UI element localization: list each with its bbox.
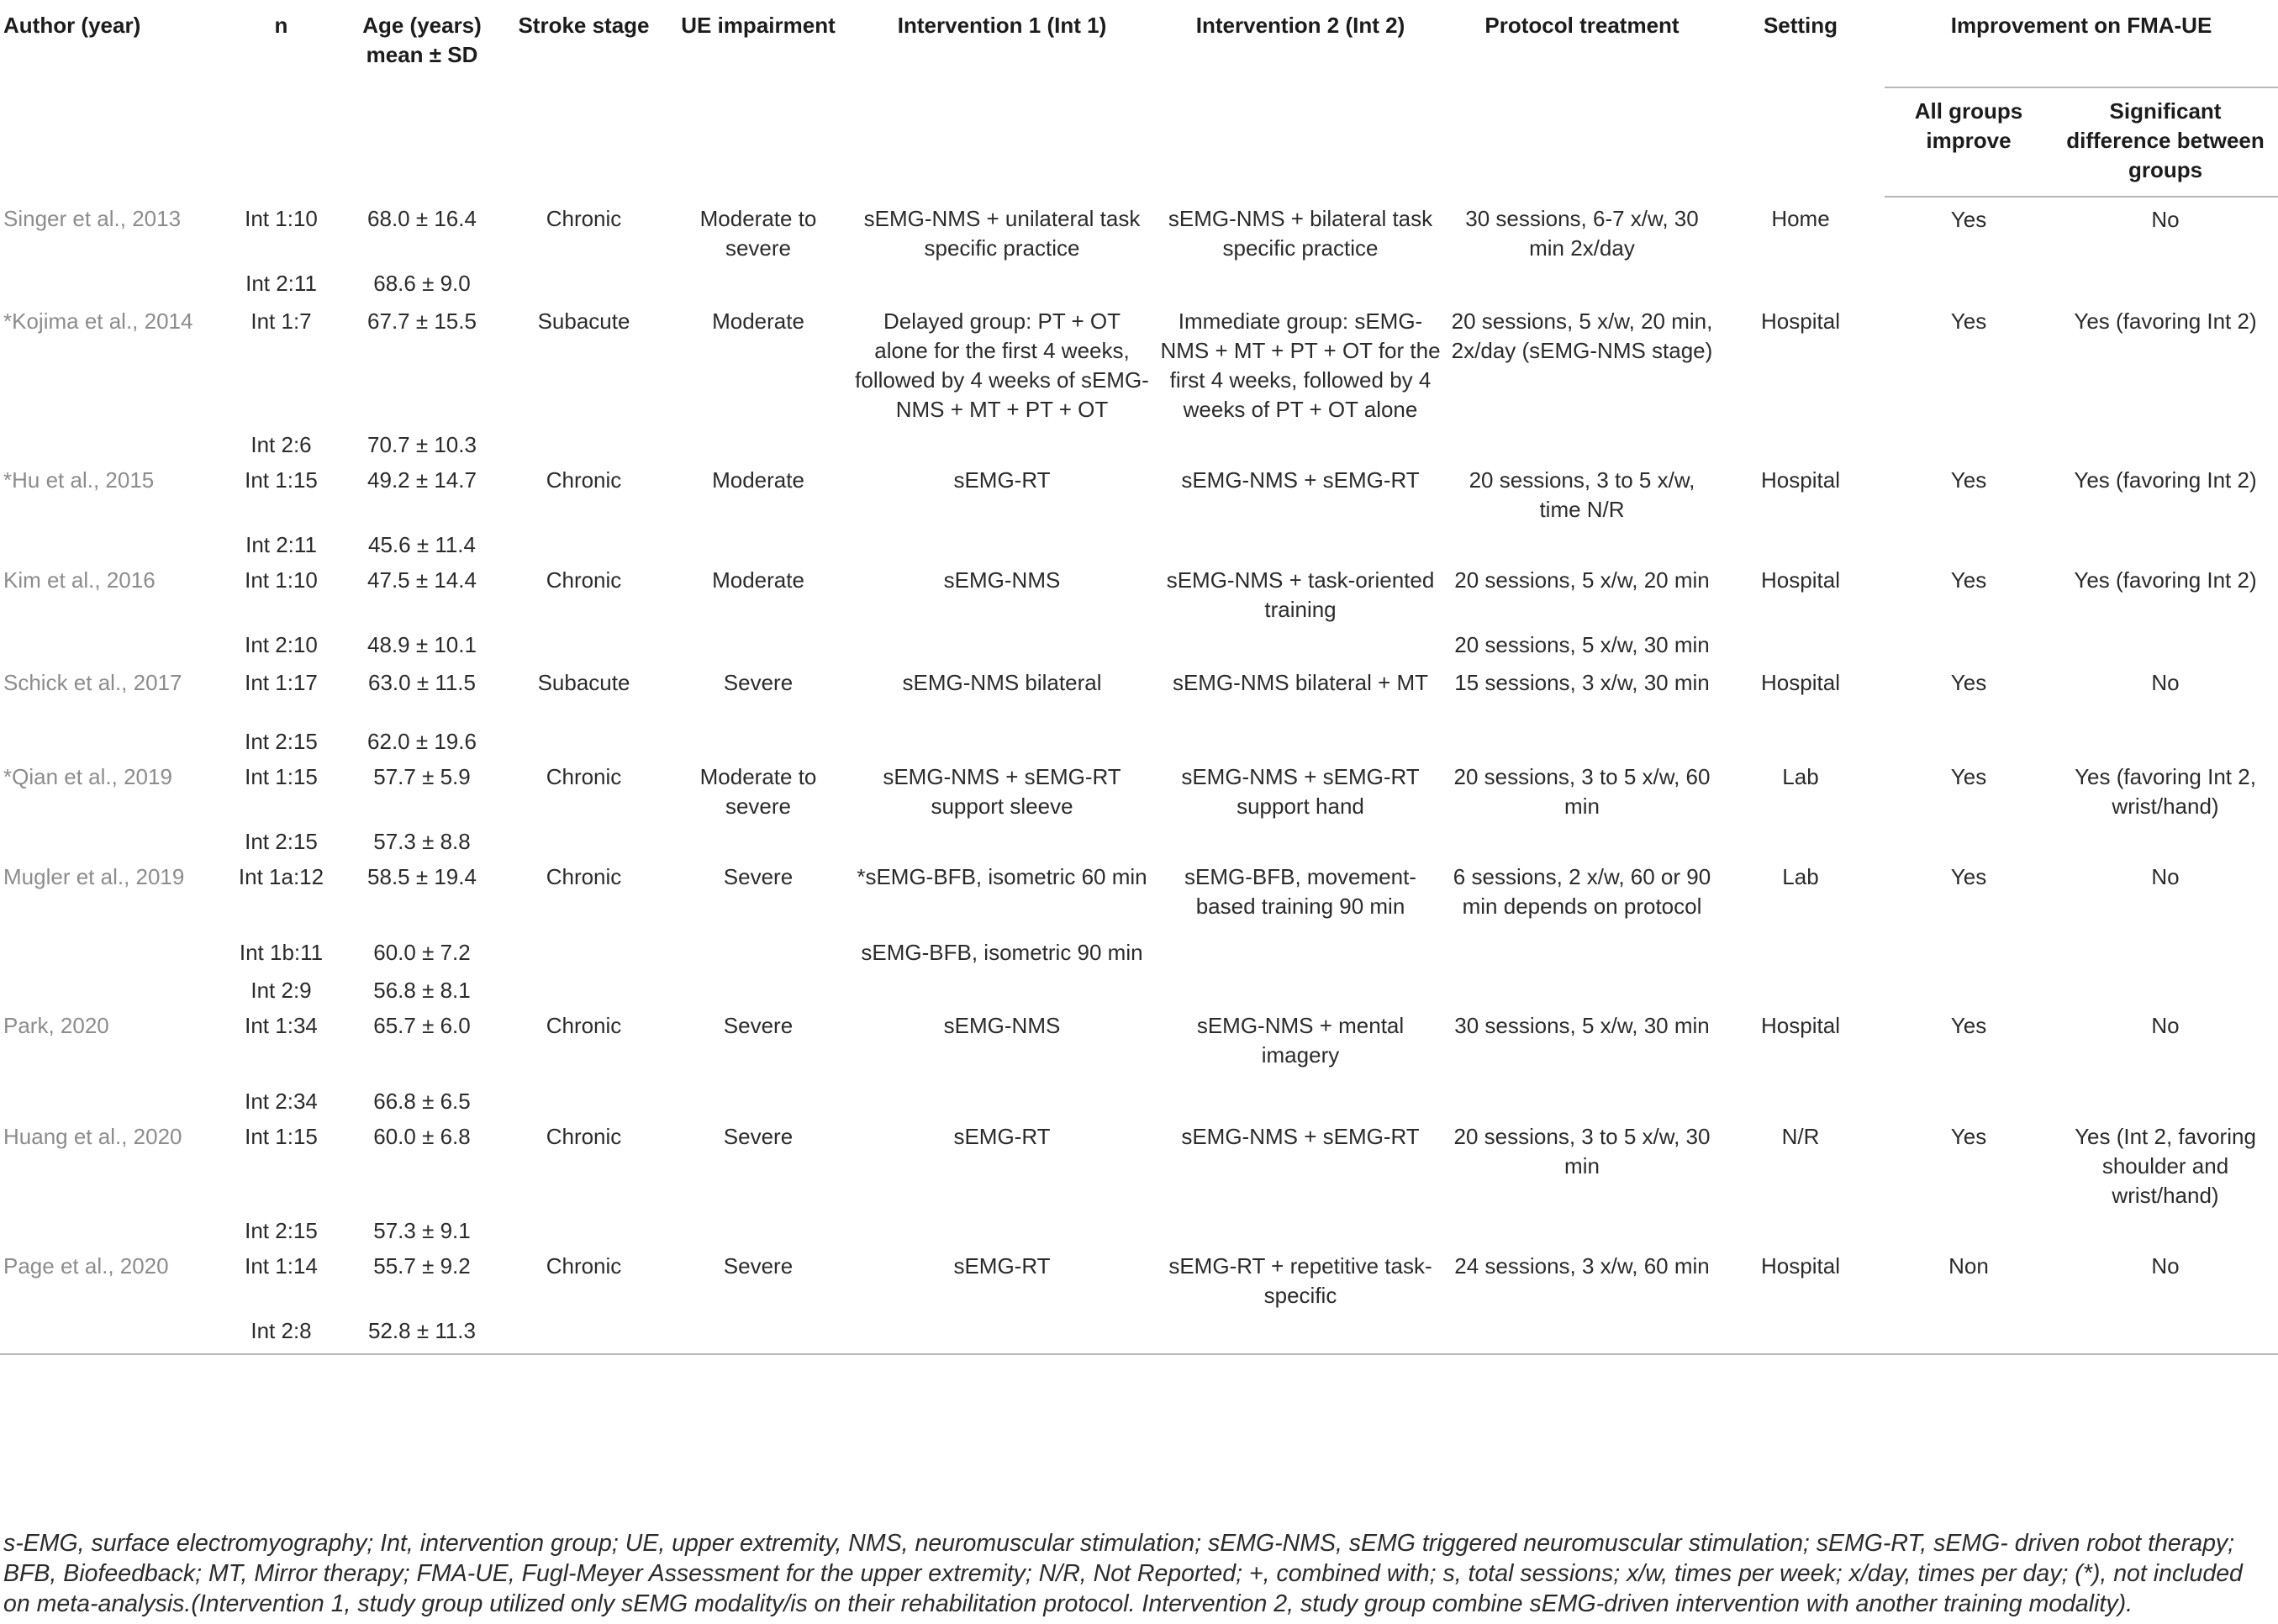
cell-intervention-1: sEMG-BFB, isometric 90 min (861, 940, 1143, 965)
cell-n: Int 1:17 (245, 670, 318, 695)
cell-setting: Hospital (1761, 467, 1840, 493)
cell-author (0, 1210, 220, 1246)
cell-n: Int 1:10 (245, 206, 318, 231)
header-protocol: Protocol treatment (1484, 13, 1679, 38)
cell-stroke-stage (502, 625, 666, 662)
cell-significant (2053, 1081, 2278, 1116)
table-header-row (0, 3, 2278, 87)
cell-intervention-2 (1153, 1310, 1447, 1354)
cell-n: Int 1:15 (245, 764, 318, 789)
cell-age: 58.5 ± 19.4 (367, 864, 477, 889)
cell-all-groups (1885, 1081, 2053, 1116)
cell-intervention-2 (1153, 821, 1447, 857)
cell-age: 60.0 ± 7.2 (373, 940, 471, 965)
cell-age: 67.7 ± 15.5 (367, 308, 477, 334)
cell-intervention-1 (851, 821, 1153, 857)
cell-intervention-1: sEMG-RT (953, 467, 1051, 493)
cell-setting (1716, 424, 1885, 460)
cell-age: 56.8 ± 8.1 (373, 978, 471, 1003)
table-body (0, 197, 2278, 1354)
cell-protocol (1447, 424, 1716, 460)
table-row (0, 757, 2278, 821)
cell-setting: Hospital (1761, 670, 1840, 695)
cell-ue-impairment (666, 970, 851, 1005)
cell-intervention-2 (1153, 1210, 1447, 1246)
cell-setting: Lab (1782, 864, 1819, 889)
cell-stroke-stage (502, 970, 666, 1005)
cell-intervention-1: sEMG-RT (953, 1124, 1051, 1149)
cell-stroke-stage: Chronic (546, 467, 622, 493)
cell-author (0, 625, 220, 662)
cell-author: Page et al., 2020 (3, 1253, 169, 1279)
table-footnote: s-EMG, surface electromyography; Int, intervention group; UE, upper extremity, NMS, neuromuscular stimulation; sEMG-NMS, sEMG triggered neuromuscular stimulation; sEMG-RT, sEMG- driven robot therapy; BFB, Biofeedback; MT, Mirror therapy; FMA-UE, Fugl-Meyer Assessment for the upper extremity; N/R, Not Reported; +, combined with; s, total sessions; x/w, times per week; x/day, times per day; (*), not included on meta-analysis.(Intervention 1, study group utilized only sEMG modality/is on their rehabilitation protocol. Intervention 2, study group combine sEMG-driven intervention with another training modality). (3, 1530, 2243, 1617)
cell-protocol: 20 sessions, 5 x/w, 20 min, 2x/day (sEMG-NMS stage) (1451, 308, 1713, 363)
cell-author: *Qian et al., 2019 (3, 764, 172, 789)
cell-stroke-stage: Chronic (546, 567, 622, 593)
cell-intervention-1 (851, 1081, 1153, 1116)
cell-protocol (1447, 821, 1716, 857)
cell-all-groups: Yes (1950, 864, 1987, 889)
cell-author: Kim et al., 2016 (3, 567, 156, 593)
table-row (0, 1310, 2278, 1354)
cell-setting (1716, 932, 1885, 970)
cell-stroke-stage: Chronic (546, 1253, 622, 1279)
cell-intervention-1 (851, 263, 1153, 301)
cell-setting (1716, 525, 1885, 560)
cell-n: Int 1:10 (245, 567, 318, 593)
cell-stroke-stage: Subacute (537, 670, 630, 695)
cell-intervention-1: Delayed group: PT + OT alone for the first 4 weeks, followed by 4 weeks of sEMG-NMS + MT + PT + OT (855, 308, 1149, 422)
cell-all-groups (1885, 263, 2053, 301)
cell-all-groups (1885, 932, 2053, 970)
cell-author: Mugler et al., 2019 (3, 864, 185, 889)
cell-n: Int 1:15 (245, 467, 318, 493)
header-intervention-2: Intervention 2 (Int 2) (1195, 13, 1405, 38)
cell-intervention-2: sEMG-NMS + task-oriented training (1166, 567, 1435, 622)
cell-n: Int 2:34 (245, 1089, 318, 1114)
cell-intervention-1: sEMG-NMS (943, 1013, 1061, 1038)
cell-age: 45.6 ± 11.4 (368, 532, 476, 557)
cell-protocol (1447, 1310, 1716, 1354)
cell-ue-impairment (666, 1310, 851, 1354)
table-row (0, 460, 2278, 525)
cell-intervention-1 (851, 525, 1153, 560)
cell-ue-impairment: Moderate (712, 567, 804, 593)
cell-all-groups (1885, 1210, 2053, 1246)
cell-age: 66.8 ± 6.5 (373, 1089, 471, 1114)
cell-all-groups (1885, 424, 2053, 460)
cell-stroke-stage: Subacute (537, 308, 630, 334)
cell-stroke-stage: Chronic (546, 764, 622, 789)
cell-protocol (1447, 721, 1716, 757)
header-setting: Setting (1763, 13, 1838, 38)
cell-n: Int 2:8 (220, 1310, 342, 1354)
cell-age: 48.9 ± 10.1 (367, 632, 477, 657)
cell-n: Int 2:15 (245, 1218, 318, 1243)
cell-intervention-1: sEMG-RT (953, 1253, 1051, 1279)
header-n: n (274, 13, 288, 38)
cell-age: 52.8 ± 11.3 (342, 1310, 502, 1354)
cell-setting: Hospital (1761, 1253, 1840, 1279)
cell-intervention-2: sEMG-NMS bilateral + MT (1172, 670, 1429, 695)
cell-age: 57.3 ± 8.8 (373, 829, 471, 854)
cell-intervention-2 (1153, 525, 1447, 560)
cell-n: Int 1b:11 (239, 940, 324, 965)
table-row (0, 970, 2278, 1005)
cell-intervention-1: sEMG-NMS (943, 567, 1061, 593)
table-row (0, 197, 2278, 263)
cell-significant: Yes (Int 2, favoring shoulder and wrist/hand) (2075, 1124, 2256, 1208)
cell-intervention-1: sEMG-NMS + unilateral task specific practice (863, 206, 1141, 261)
cell-all-groups (1885, 721, 2053, 757)
cell-protocol: 20 sessions, 5 x/w, 30 min (1454, 632, 1710, 657)
cell-protocol: 20 sessions, 5 x/w, 20 min (1454, 567, 1710, 593)
cell-intervention-2 (1153, 970, 1447, 1005)
cell-all-groups: Yes (1950, 567, 1987, 593)
header-stroke-stage: Stroke stage (518, 13, 650, 38)
cell-significant (2053, 625, 2278, 662)
cell-all-groups: Non (1948, 1253, 1989, 1279)
cell-significant (2053, 932, 2278, 970)
cell-age: 65.7 ± 6.0 (373, 1013, 471, 1038)
cell-protocol: 24 sessions, 3 x/w, 60 min (1454, 1253, 1710, 1279)
header-significant: Significant difference between groups (2053, 87, 2278, 197)
cell-intervention-1: sEMG-NMS + sEMG-RT support sleeve (883, 764, 1121, 819)
table-row (0, 1005, 2278, 1081)
cell-stroke-stage (502, 1310, 666, 1354)
cell-ue-impairment (666, 821, 851, 857)
table-row (0, 301, 2278, 424)
cell-protocol: 30 sessions, 6-7 x/w, 30 min 2x/day (1465, 206, 1699, 261)
cell-setting (1716, 721, 1885, 757)
table-row (0, 662, 2278, 721)
cell-protocol (1447, 1081, 1716, 1116)
cell-protocol (1447, 263, 1716, 301)
cell-intervention-2: Immediate group: sEMG-NMS + MT + PT + OT for the first 4 weeks, followed by 4 weeks of PT + OT alone (1160, 308, 1441, 422)
cell-ue-impairment: Severe (723, 670, 794, 695)
cell-significant (2053, 970, 2278, 1005)
cell-setting (1716, 625, 1885, 662)
cell-author: Park, 2020 (3, 1013, 109, 1038)
cell-n: Int 1:34 (245, 1013, 318, 1038)
cell-stroke-stage (502, 424, 666, 460)
cell-protocol: 20 sessions, 3 to 5 x/w, 30 min (1453, 1124, 1711, 1178)
cell-intervention-2 (1153, 625, 1447, 662)
cell-intervention-1: sEMG-NMS bilateral (902, 670, 1102, 695)
cell-all-groups (1885, 821, 2053, 857)
header-age: Age (years) mean ± SD (362, 13, 482, 67)
cell-intervention-1 (851, 721, 1153, 757)
cell-age: 47.5 ± 14.4 (367, 567, 477, 593)
cell-significant: Yes (favoring Int 2) (2074, 467, 2257, 493)
cell-stroke-stage (502, 932, 666, 970)
cell-intervention-2: sEMG-RT + repetitive task-specific (1168, 1253, 1432, 1308)
cell-ue-impairment (666, 625, 851, 662)
cell-intervention-1 (851, 970, 1153, 1005)
cell-intervention-1 (851, 1210, 1153, 1246)
cell-all-groups: Yes (1950, 670, 1987, 695)
header-intervention-1: Intervention 1 (Int 1) (897, 13, 1107, 38)
cell-significant: No (2151, 864, 2180, 889)
cell-n: Int 1:15 (245, 1124, 318, 1149)
cell-ue-impairment: Severe (723, 1124, 794, 1149)
cell-setting: Hospital (1761, 1013, 1840, 1038)
cell-setting: Hospital (1761, 308, 1840, 334)
cell-stroke-stage: Chronic (546, 1013, 622, 1038)
studies-table (0, 3, 2278, 1355)
cell-setting: Home (1771, 206, 1830, 231)
cell-significant (2053, 424, 2278, 460)
cell-significant (2053, 1210, 2278, 1246)
cell-intervention-2 (1153, 721, 1447, 757)
cell-significant (2053, 1310, 2278, 1354)
cell-intervention-2: sEMG-NMS + bilateral task specific practice (1168, 206, 1433, 261)
cell-ue-impairment: Severe (723, 1253, 794, 1279)
cell-ue-impairment: Severe (723, 1013, 794, 1038)
table-row (0, 1246, 2278, 1310)
cell-significant: Yes (favoring Int 2) (2074, 567, 2257, 593)
cell-n: Int 2:10 (245, 632, 318, 657)
cell-protocol (1447, 525, 1716, 560)
cell-all-groups: Yes (1950, 207, 1987, 232)
table-row (0, 1081, 2278, 1116)
cell-all-groups (1885, 625, 2053, 662)
cell-stroke-stage (502, 1210, 666, 1246)
cell-age: 55.7 ± 9.2 (373, 1253, 471, 1279)
cell-stroke-stage: Chronic (546, 1124, 622, 1149)
cell-age: 57.7 ± 5.9 (373, 764, 471, 789)
cell-ue-impairment (666, 263, 851, 301)
cell-protocol (1447, 970, 1716, 1005)
cell-stroke-stage (502, 525, 666, 560)
cell-intervention-2: sEMG-NMS + sEMG-RT (1181, 467, 1420, 493)
cell-n: Int 2:9 (250, 978, 312, 1003)
cell-intervention-1 (851, 424, 1153, 460)
cell-significant: No (2151, 670, 2180, 695)
cell-all-groups (1885, 970, 2053, 1005)
cell-author (0, 1081, 220, 1116)
cell-setting (1716, 970, 1885, 1005)
cell-ue-impairment (666, 424, 851, 460)
cell-all-groups: Yes (1950, 467, 1987, 493)
cell-n: Int 1:7 (250, 308, 312, 334)
cell-setting (1716, 1210, 1885, 1246)
cell-significant: Yes (favoring Int 2, wrist/hand) (2075, 764, 2256, 819)
cell-author (0, 525, 220, 560)
table-row (0, 263, 2278, 301)
cell-author: Huang et al., 2020 (3, 1124, 182, 1149)
cell-ue-impairment (666, 525, 851, 560)
cell-all-groups (1885, 525, 2053, 560)
cell-n: Int 2:6 (250, 432, 312, 457)
cell-age: 63.0 ± 11.5 (368, 670, 476, 695)
cell-intervention-2: sEMG-BFB, movement-based training 90 min (1184, 864, 1416, 919)
cell-author: *Kojima et al., 2014 (3, 308, 193, 334)
table-row (0, 525, 2278, 560)
cell-intervention-2: sEMG-NMS + sEMG-RT support hand (1181, 764, 1420, 819)
cell-stroke-stage (502, 263, 666, 301)
cell-age: 70.7 ± 10.3 (367, 432, 477, 457)
cell-ue-impairment (666, 932, 851, 970)
cell-age: 62.0 ± 19.6 (367, 729, 477, 754)
cell-significant: Yes (favoring Int 2) (2074, 308, 2257, 334)
header-all-groups: All groups improve (1885, 87, 2053, 197)
table-row (0, 932, 2278, 970)
header-author: Author (year) (3, 13, 141, 38)
table-row (0, 560, 2278, 625)
cell-age: 68.6 ± 9.0 (373, 271, 471, 296)
cell-all-groups (1885, 1310, 2053, 1354)
cell-ue-impairment: Moderate (712, 308, 804, 334)
cell-author: Singer et al., 2013 (3, 206, 182, 231)
cell-intervention-1: *sEMG-BFB, isometric 60 min (857, 864, 1147, 889)
cell-author (0, 424, 220, 460)
cell-intervention-2 (1153, 424, 1447, 460)
header-improvement: Improvement on FMA-UE (1950, 13, 2212, 38)
cell-author (0, 263, 220, 301)
cell-all-groups: Yes (1950, 1013, 1987, 1038)
cell-intervention-2: sEMG-NMS + sEMG-RT (1181, 1124, 1420, 1149)
cell-n: Int 2:11 (245, 271, 317, 296)
table-row (0, 821, 2278, 857)
cell-intervention-1 (851, 625, 1153, 662)
cell-stroke-stage: Chronic (546, 864, 622, 889)
cell-setting (1716, 1310, 1885, 1354)
cell-intervention-2 (1153, 263, 1447, 301)
cell-author (0, 721, 220, 757)
cell-n: Int 1a:12 (238, 864, 324, 889)
cell-author: Schick et al., 2017 (3, 670, 182, 695)
cell-ue-impairment (666, 1081, 851, 1116)
cell-significant (2053, 525, 2278, 560)
cell-protocol: 15 sessions, 3 x/w, 30 min (1454, 670, 1710, 695)
cell-author (0, 932, 220, 970)
cell-ue-impairment (666, 1210, 851, 1246)
cell-stroke-stage (502, 1081, 666, 1116)
cell-significant: No (2151, 1253, 2180, 1279)
cell-intervention-2 (1153, 932, 1447, 970)
cell-all-groups: Yes (1950, 308, 1987, 334)
cell-setting: Lab (1782, 764, 1819, 789)
cell-ue-impairment: Moderate to severe (699, 764, 817, 819)
cell-intervention-1 (851, 1310, 1153, 1354)
table-row (0, 625, 2278, 662)
cell-all-groups: Yes (1950, 764, 1987, 789)
cell-significant (2053, 821, 2278, 857)
cell-intervention-2 (1153, 1081, 1447, 1116)
cell-setting (1716, 263, 1885, 301)
table-row (0, 857, 2278, 932)
cell-ue-impairment: Moderate (712, 467, 804, 493)
table-row (0, 1116, 2278, 1210)
cell-significant (2053, 263, 2278, 301)
cell-protocol: 20 sessions, 3 to 5 x/w, time N/R (1469, 467, 1695, 522)
header-ue-impairment: UE impairment (681, 13, 836, 38)
cell-setting: N/R (1781, 1124, 1820, 1149)
cell-n: Int 2:11 (245, 532, 317, 557)
cell-all-groups: Yes (1950, 1124, 1987, 1149)
cell-protocol: 6 sessions, 2 x/w, 60 or 90 min depends on protocol (1453, 864, 1711, 919)
cell-significant: No (2151, 207, 2180, 232)
cell-ue-impairment: Severe (723, 864, 794, 889)
table-row (0, 1210, 2278, 1246)
cell-stroke-stage (502, 721, 666, 757)
cell-protocol: 20 sessions, 3 to 5 x/w, 60 min (1453, 764, 1711, 819)
cell-author: *Hu et al., 2015 (3, 467, 155, 493)
cell-intervention-2: sEMG-NMS + mental imagery (1196, 1013, 1405, 1068)
cell-protocol: 30 sessions, 5 x/w, 30 min (1454, 1013, 1710, 1038)
cell-ue-impairment (666, 721, 851, 757)
cell-setting: Hospital (1761, 567, 1840, 593)
cell-protocol (1447, 932, 1716, 970)
cell-age: 57.3 ± 9.1 (373, 1218, 471, 1243)
cell-significant (2053, 721, 2278, 757)
cell-n: Int 2:15 (245, 829, 318, 854)
cell-stroke-stage: Chronic (546, 206, 622, 231)
cell-age: 60.0 ± 6.8 (373, 1124, 471, 1149)
cell-stroke-stage (502, 821, 666, 857)
cell-age: 68.0 ± 16.4 (367, 206, 477, 231)
cell-significant: No (2151, 1013, 2180, 1038)
table-row (0, 424, 2278, 460)
cell-author (0, 821, 220, 857)
cell-setting (1716, 821, 1885, 857)
cell-n: Int 1:14 (245, 1253, 318, 1279)
cell-age: 49.2 ± 14.7 (367, 467, 477, 493)
table-row (0, 721, 2278, 757)
cell-setting (1716, 1081, 1885, 1116)
cell-ue-impairment: Moderate to severe (699, 206, 817, 261)
cell-n: Int 2:15 (245, 729, 318, 754)
cell-protocol (1447, 1210, 1716, 1246)
cell-author (0, 970, 220, 1005)
cell-author (0, 1310, 220, 1354)
